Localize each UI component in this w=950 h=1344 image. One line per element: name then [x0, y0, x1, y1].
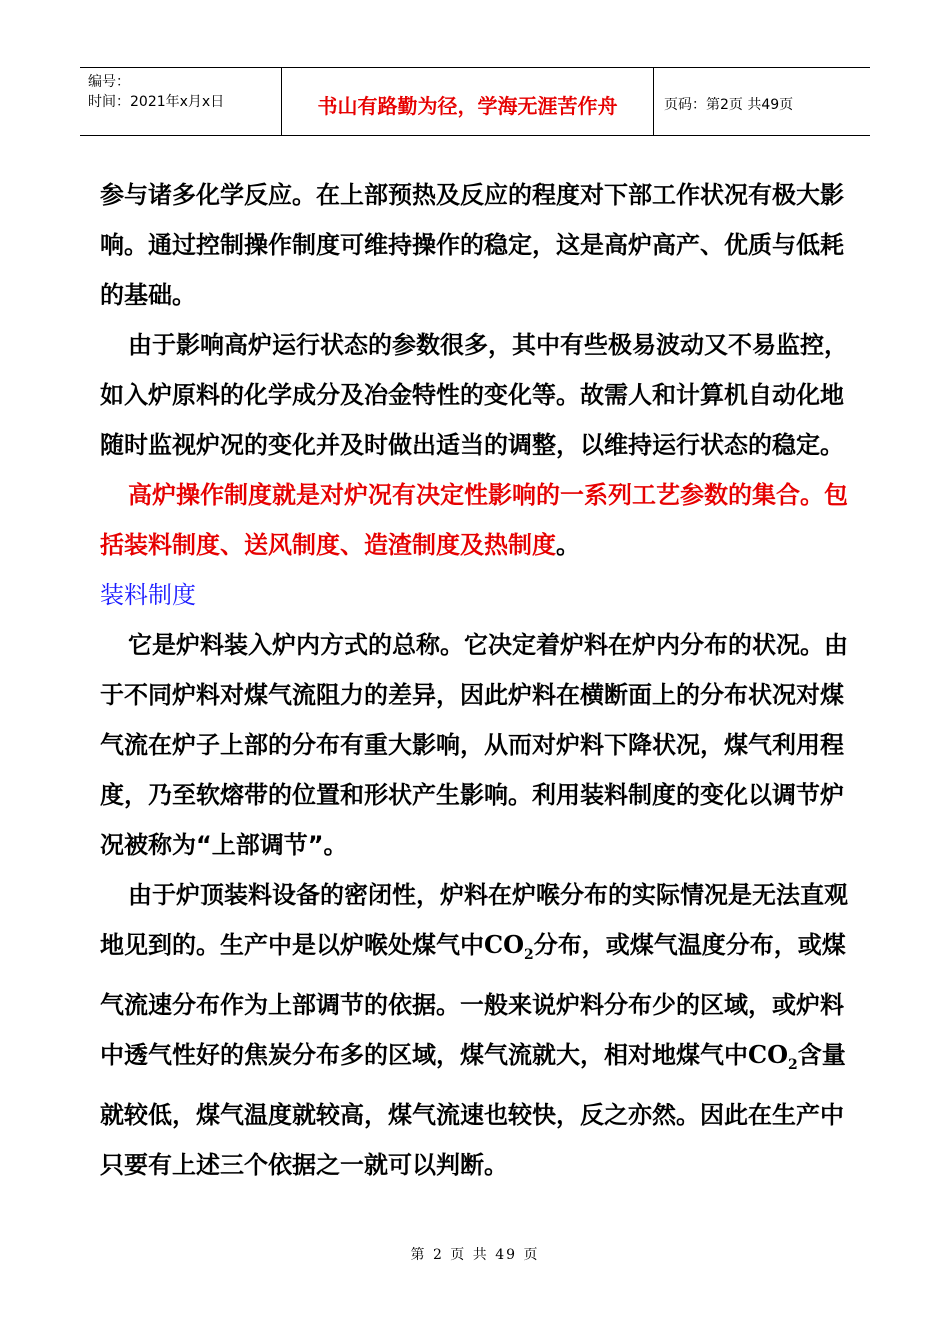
header-meta [80, 68, 282, 135]
page-footer: 第 2 页 共 49 页 [410, 1247, 540, 1263]
key-definition: 高炉操作制度就是对炉况有决定性影响的一系列工艺参数的集合。包括装料制度、送风制度、造渣制度及热制度 [100, 481, 848, 559]
paragraph-2: 由于影响高炉运行状态的参数很多，其中有些极易波动又不易监控，如入炉原料的化学成分及冶金特性的变化等。故需人和计算机自动化地随时监视炉况的变化并及时做出适当的调整，以维持运行状态的稳定。 [100, 331, 848, 459]
page-header [80, 67, 870, 136]
time-label: 时间：2021年x月x日 [88, 94, 225, 110]
paragraph-5-part-b: 分布，或煤气温度分布，或煤气流速分布作为上部调节的依据。一般来说炉料分布少的区域，或炉料中透气性好的焦炭分布多的区域，煤气流就大，相对地煤气中 [100, 931, 846, 1069]
paragraph-5-part-a: 由于炉顶装料设备的密闭性，炉料在炉喉分布的实际情况是无法直观地见到的。生产中是以炉喉处煤气中 [100, 881, 848, 959]
paragraph-3-end: 。 [556, 531, 580, 559]
paragraph-5 [100, 870, 860, 1190]
header-page-code: 页码：第2页 共49页 [664, 96, 794, 113]
co2-formula-2: $CO_2$ [748, 1039, 798, 1073]
header-motto: 书山有路勤为径，学海无涯苦作舟 [282, 68, 654, 135]
paragraph-5-part-c: 含量就较低，煤气温度就较高，煤气流速也较快，反之亦然。因此在生产中只要有上述三个依据之一就可以判断。 [100, 1040, 846, 1179]
paragraph-4: 它是炉料装入炉内方式的总称。它决定着炉料在炉内分布的状况。由于不同炉料对煤气流阻力的差异，因此炉料在横断面上的分布状况对煤气流在炉子上部的分布有重大影响，从而对炉料下降状况，煤气利用程度，乃至软熔带的位置和形状产生影响。利用装料制度的变化以调节炉况被称为“上部调节”。 [100, 631, 848, 859]
co2-formula-1: $CO_2$ [484, 930, 534, 963]
paragraph-1: 参与诸多化学反应。在上部预热及反应的程度对下部工作状况有极大影响。通过控制操作制度可维持操作的稳定，这是高炉高产、优质与低耗的基础。 [100, 181, 844, 309]
number-label: 编号： [88, 74, 130, 90]
section-heading: 装料制度 [100, 581, 196, 609]
paragraph-3 [100, 470, 860, 570]
document-body [100, 170, 860, 1190]
